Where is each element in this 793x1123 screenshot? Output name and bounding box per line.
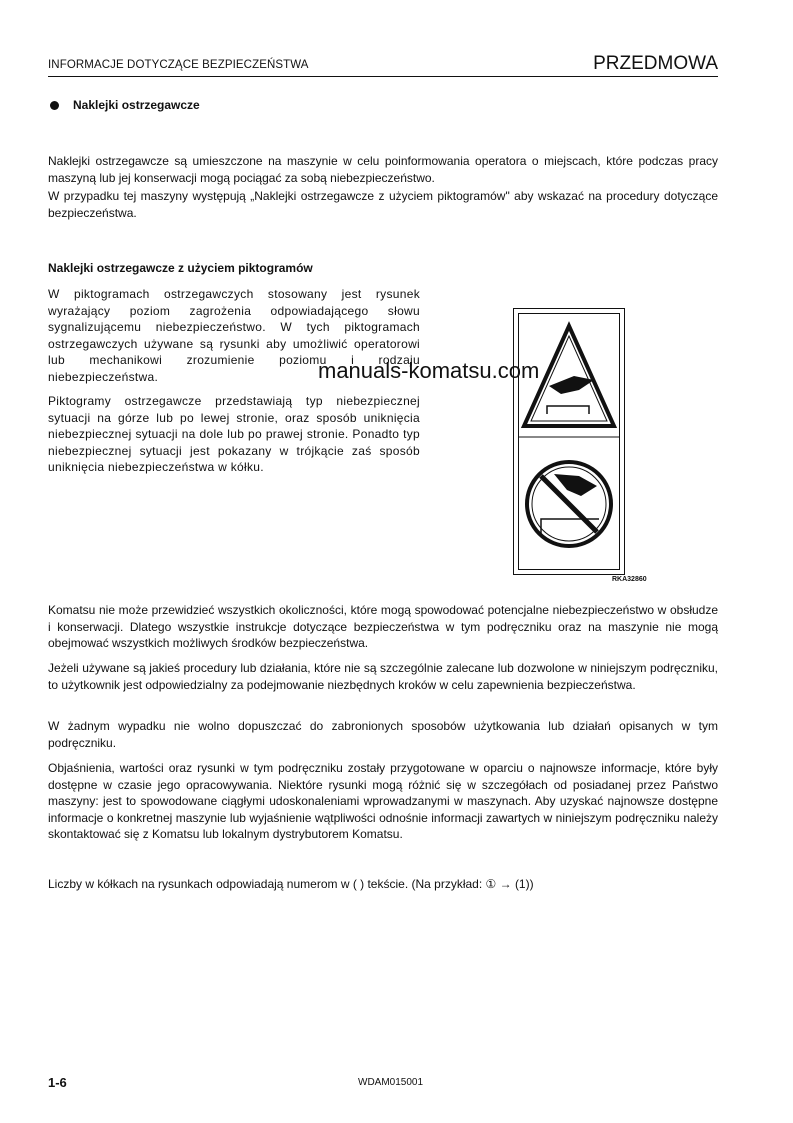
column-paragraph: W piktogramach ostrzegawczych stosowany jest rysunek wyrażający poziom zagrożenia odpowiadającego słowu sygnalizującemu niebezpieczeństwo. W tych piktogramach ostrzegawczych używane są rysunki aby umożliwić operatorowi lub mechanikowi zrozumienie poziomu i rodzaju niebezpieczeństwa. — [48, 287, 420, 384]
body-paragraph: Objaśnienia, wartości oraz rysunki w tym podręczniku zostały przygotowane w oparciu o najnowsze informacje, które były dostępne w czasie jego opracowywania. Niektóre rysunki mogą różnić się w szczegółach od posiadanej przez Państwo maszyny: jest to spowodowane ciągłymi udoskonaleniami wprowadzanymi w maszynach. Aby uzyskać najnowsze dostępne informacje o konkretnej maszynie lub wyjaśnienie wątpliwości odnośnie informacji zawartych w niniejszym podręczniku należy skontaktować się z Komatsu lub lokalnym dystrybutorem Komatsu. — [48, 761, 718, 841]
figure-caption: RKA32860 — [612, 576, 647, 583]
note-paragraph: Liczby w kółkach na rysunkach odpowiadają numerom w ( ) tekście. (Na przykład: ① → (1)) — [48, 877, 534, 891]
page-number: 1-6 — [48, 1075, 67, 1090]
body-paragraph: W żadnym wypadku nie wolno dopuszczać do zabronionych sposobów użytkowania lub działań opisanych w tym podręczniku. — [48, 719, 718, 750]
intro-paragraph: W przypadku tej maszyny występują „Naklejki ostrzegawcze z użyciem piktogramów" aby wskazać na procedury dotyczące bezpieczeństwa. — [48, 189, 718, 220]
section-heading: Naklejki ostrzegawcze — [73, 98, 200, 112]
warning-pictogram — [513, 308, 625, 575]
section-title: INFORMACJE DOTYCZĄCE BEZPIECZEŃSTWA — [48, 59, 309, 71]
intro-paragraph: Naklejki ostrzegawcze są umieszczone na maszynie w celu poinformowania operatora o miejscach, które podczas pracy maszyną lub jej konserwacji mogą pociągać za sobą niebezpieczeństwo. — [48, 154, 718, 185]
subsection-heading: Naklejki ostrzegawcze z użyciem piktogramów — [48, 261, 313, 275]
bullet-icon — [50, 101, 59, 110]
watermark: manuals-komatsu.com — [318, 358, 540, 383]
body-paragraph: Jeżeli używane są jakieś procedury lub działania, które nie są szczególnie zalecane lub dozwolone w niniejszym podręczniku, to użytkownik jest odpowiedzialny za podejmowanie niezbędnych kroków w celu zapewnienia bezpieczeństwa. — [48, 661, 718, 692]
pictogram-icon — [519, 314, 619, 569]
body-paragraph: Komatsu nie może przewidzieć wszystkich okoliczności, które mogą spowodować potencjalne niebezpieczeństwo w obsłudze i konserwacji. Dlatego wszystkie instrukcje dotyczące bezpieczeństwa w tym podręczniku oraz na maszynie nie mogą obejmować wszystkich możliwych środków bezpieczeństwa. — [48, 603, 718, 650]
document-code: WDAM015001 — [358, 1077, 424, 1088]
chapter-title: PRZEDMOWA — [593, 53, 718, 74]
column-paragraph: Piktogramy ostrzegawcze przedstawiają typ niebezpiecznej sytuacji na górze lub po lewej stronie, oraz sposób uniknięcia niebezpiecznej sytuacji na dole lub po prawej stronie. Ponadto typ niebezpiecznej sytuacji jest pokazany w trójkącie zaś sposób uniknięcia niebezpieczeństwa w kółku. — [48, 394, 420, 474]
header-divider — [48, 76, 718, 77]
